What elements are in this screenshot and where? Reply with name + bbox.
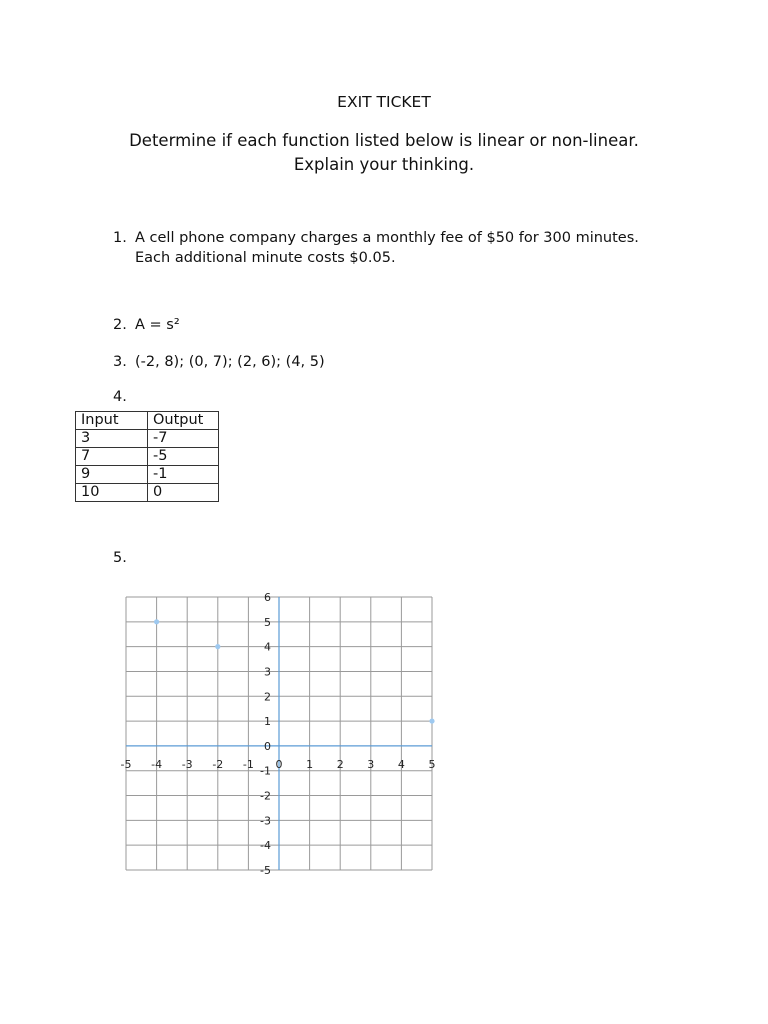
y-tick-label: -5 — [260, 864, 271, 877]
data-point — [429, 718, 434, 723]
y-tick-label: 4 — [264, 640, 271, 654]
x-tick-label: 2 — [336, 757, 344, 771]
y-tick-label: -4 — [260, 839, 271, 853]
y-tick-label: 1 — [264, 715, 271, 729]
table-cell: -1 — [148, 466, 219, 484]
x-tick-label: -3 — [181, 757, 193, 771]
x-tick-label: 1 — [306, 757, 314, 771]
data-point — [154, 619, 159, 624]
y-tick-label: -1 — [260, 764, 271, 778]
x-tick-label: 3 — [367, 757, 375, 771]
question-text-line-2: Each additional minute costs $0.05. — [135, 250, 396, 266]
question-number: 3. — [113, 354, 127, 370]
question-text: (-2, 8); (0, 7); (2, 6); (4, 5) — [135, 354, 325, 370]
y-tick-label: 2 — [264, 690, 271, 704]
table-cell: 3 — [76, 430, 148, 448]
question-number: 1. — [113, 230, 127, 246]
x-tick-label: -5 — [120, 757, 132, 771]
instructions-line-1: Determine if each function listed below is linear or non-linear. — [129, 131, 639, 150]
table-header-output: Output — [148, 412, 219, 430]
question-number: 2. — [113, 317, 127, 333]
y-tick-label: 3 — [264, 665, 271, 679]
table-header-input: Input — [76, 412, 148, 430]
y-tick-label: 5 — [264, 615, 271, 629]
x-tick-label: 0 — [275, 757, 283, 771]
x-tick-label: 5 — [428, 757, 436, 771]
y-tick-label: 6 — [264, 591, 271, 604]
table-cell: -5 — [148, 448, 219, 466]
table-cell: 10 — [76, 484, 148, 502]
data-point — [215, 644, 220, 649]
question-number: 4. — [113, 389, 127, 405]
x-tick-label: -1 — [242, 757, 254, 771]
question-number: 5. — [113, 550, 127, 566]
question-text: A = s² — [135, 317, 180, 333]
table-cell: -7 — [148, 430, 219, 448]
table-cell: 0 — [148, 484, 219, 502]
question-text-line-1: A cell phone company charges a monthly fee of $50 for 300 minutes. — [135, 230, 639, 246]
x-tick-label: 4 — [397, 757, 405, 771]
instructions-line-2: Explain your thinking. — [293, 155, 475, 174]
y-tick-label: 0 — [264, 739, 271, 753]
table-cell: 7 — [76, 448, 148, 466]
x-tick-label: -4 — [151, 757, 163, 771]
table-cell: 9 — [76, 466, 148, 484]
x-tick-label: -2 — [212, 757, 224, 771]
y-tick-label: -2 — [260, 789, 271, 803]
page-title: EXIT TICKET — [337, 93, 431, 111]
y-tick-label: -3 — [260, 814, 271, 828]
